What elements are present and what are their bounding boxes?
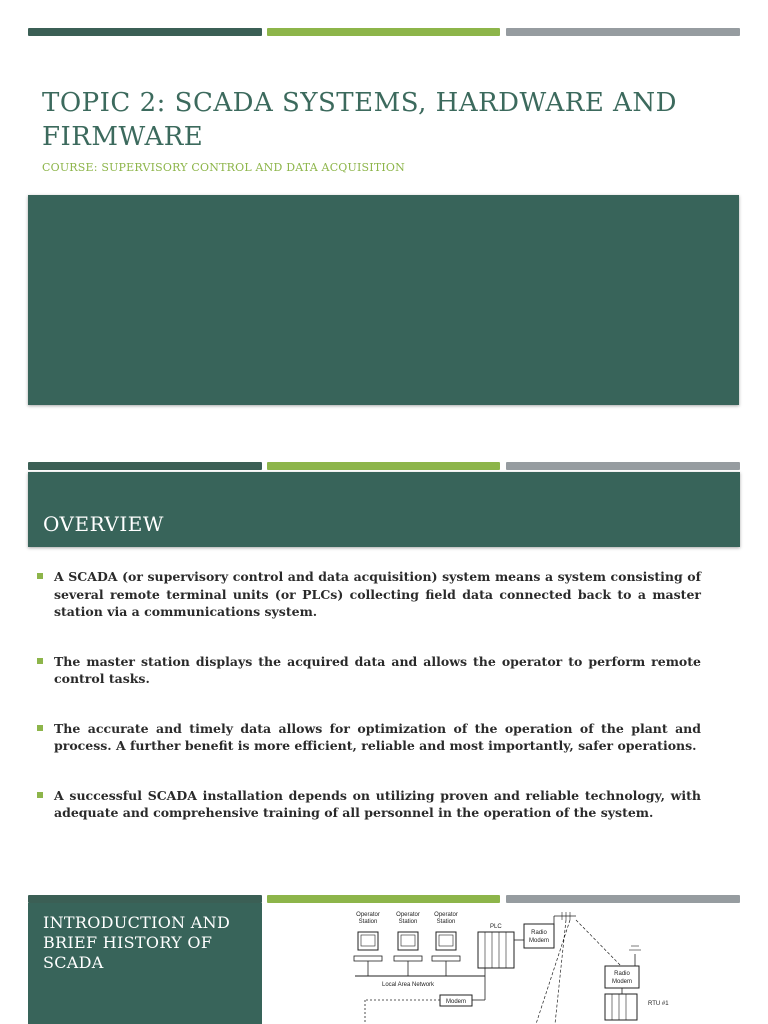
svg-text:Operator: Operator (356, 912, 380, 918)
intro-panel (28, 903, 262, 1024)
accent-bar-gray (506, 462, 740, 470)
operator-station-3 (432, 912, 460, 961)
overview-bullet-list (36, 568, 701, 822)
svg-text:PLC: PLC (490, 924, 502, 930)
accent-bars-intro (28, 895, 740, 903)
accent-bar-gray (506, 28, 740, 36)
bullet-square-icon (37, 573, 43, 579)
scada-network-diagram (340, 906, 680, 1024)
bullet-item (36, 787, 701, 822)
radio-modem-remote (605, 946, 641, 988)
modem (440, 995, 472, 1006)
rtu-rack (605, 994, 669, 1020)
svg-text:Modem: Modem (611, 979, 633, 985)
bullet-text: The accurate and timely data allows for optimization of the operation of the plant and process. A further benefit is more efficient, reliable and most importantly, safer operations. (54, 720, 701, 753)
svg-text:Operator: Operator (434, 912, 458, 918)
bullet-item (36, 653, 701, 688)
bullet-item (36, 720, 701, 755)
svg-text:Radio: Radio (531, 930, 547, 936)
bullet-square-icon (37, 658, 43, 664)
svg-text:Modem: Modem (528, 938, 550, 944)
svg-text:Station: Station (436, 919, 456, 925)
bullet-text: A successful SCADA installation depends on utilizing proven and reliable technology, with adequate and comprehensive training of all personnel in the operation of the system. (54, 787, 701, 820)
svg-text:Radio: Radio (614, 971, 630, 977)
svg-text:Station: Station (358, 919, 378, 925)
svg-text:Modem: Modem (445, 999, 467, 1005)
accent-bar-dark (28, 28, 262, 36)
overview-title: OVERVIEW (43, 512, 164, 536)
title-banner (28, 195, 739, 405)
operator-station-1 (354, 912, 382, 961)
accent-bar-dark (28, 462, 262, 470)
plc-rack (478, 924, 514, 968)
slide-title: TOPIC 2: SCADA SYSTEMS, HARDWARE AND FIRMWARE (42, 88, 677, 152)
accent-bar-green (267, 462, 500, 470)
overview-header (28, 472, 740, 547)
accent-bar-green (267, 895, 500, 903)
svg-text:RTU #1: RTU #1 (648, 1001, 669, 1007)
accent-bars-overview (28, 462, 740, 470)
bullet-square-icon (37, 725, 43, 731)
lan-label: Local Area Network (382, 982, 435, 988)
accent-bars-top (28, 28, 740, 36)
accent-bar-green (267, 28, 500, 36)
svg-text:Operator: Operator (396, 912, 420, 918)
intro-title: INTRODUCTION AND BRIEF HISTORY OF SCADA (43, 913, 231, 972)
operator-station-2 (394, 912, 422, 961)
radio-modem-master (524, 912, 576, 948)
bullet-item (36, 568, 701, 621)
bullet-text: A SCADA (or supervisory control and data acquisition) system means a system consisting of several remote terminal units (or PLCs) collecting field data connected back to a master station via a communications system. (54, 569, 701, 619)
svg-text:Station: Station (398, 919, 418, 925)
bullet-text: The master station displays the acquired data and allows the operator to perform remote control tasks. (54, 653, 701, 686)
slide-subtitle: COURSE: SUPERVISORY CONTROL AND DATA ACQUISITION (42, 161, 405, 174)
bullet-square-icon (37, 792, 43, 798)
accent-bar-dark (28, 895, 262, 903)
accent-bar-gray (506, 895, 740, 903)
